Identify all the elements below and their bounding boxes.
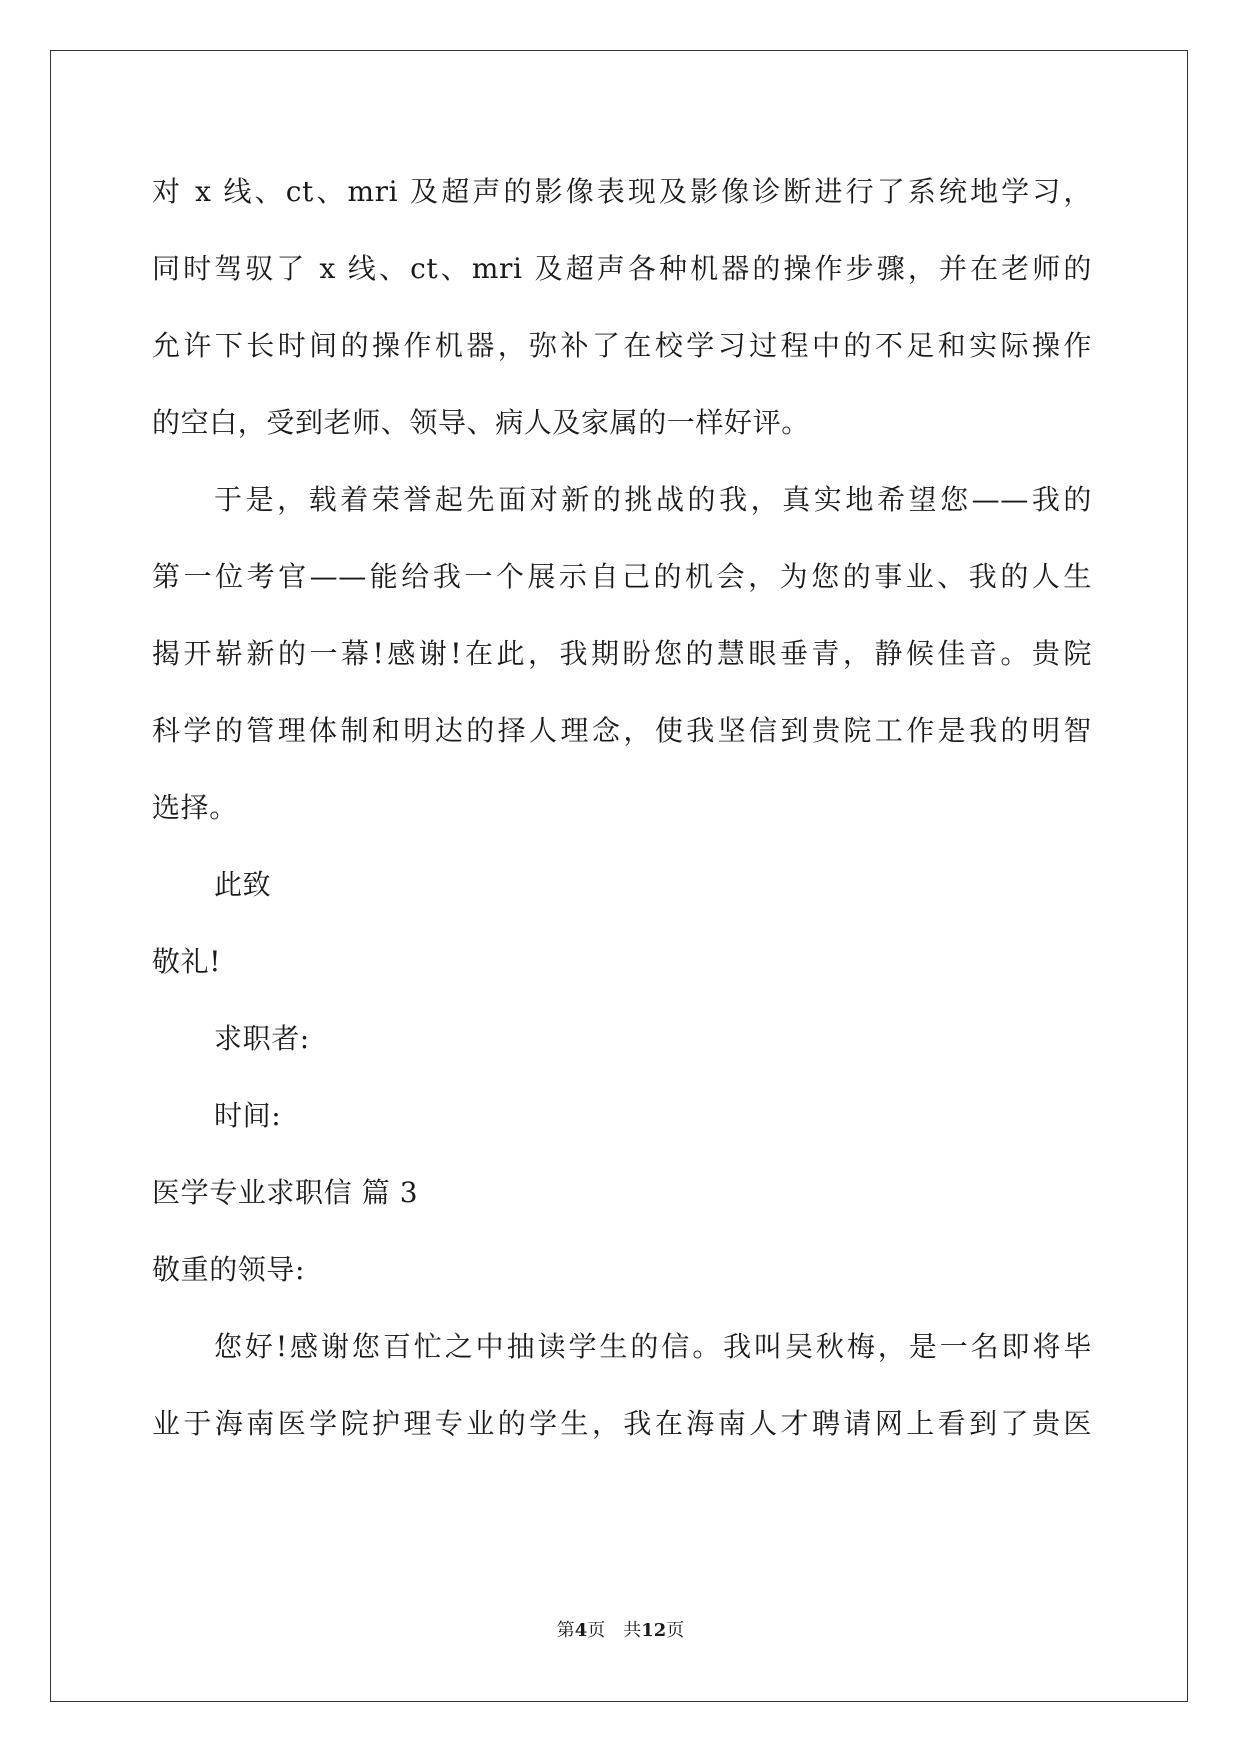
text-line-6: 第一位考官——能给我一个展示自己的机会，为您的事业、我的人生 xyxy=(152,560,1092,593)
text-line-1: 对 x 线、ct、mri 及超声的影像表现及影像诊断进行了系统地学习， xyxy=(152,175,1092,208)
text-line-8: 科学的管理体制和明达的择人理念，使我坚信到贵院工作是我的明智 xyxy=(152,714,1092,747)
greeting: 敬重的领导: xyxy=(152,1253,306,1286)
text-line-2: 同时驾驭了 x 线、ct、mri 及超声各种机器的操作步骤，并在老师的 xyxy=(152,252,1092,285)
footer-suffix: 页 xyxy=(666,1620,685,1641)
text-line-16: 您好!感谢您百忙之中抽读学生的信。我叫吴秋梅，是一名即将毕 xyxy=(214,1330,1092,1363)
text-line-17: 业于海南医学院护理专业的学生，我在海南人才聘请网上看到了贵医 xyxy=(152,1407,1092,1440)
text-line-9: 选择。 xyxy=(152,791,238,824)
text-line-7: 揭开崭新的一幕!感谢!在此，我期盼您的慧眼垂青，静候佳音。贵院 xyxy=(152,637,1092,670)
text-line-4: 的空白，受到老师、领导、病人及家属的一样好评。 xyxy=(152,406,810,439)
footer-prefix: 第 xyxy=(556,1620,575,1641)
text-line-5: 于是，载着荣誉起先面对新的挑战的我，真实地希望您——我的 xyxy=(214,483,1092,516)
closing-respect: 敬礼! xyxy=(152,945,222,978)
applicant-label: 求职者: xyxy=(214,1022,310,1055)
document-body xyxy=(152,153,1092,1462)
section-heading: 医学专业求职信 篇 3 xyxy=(152,1176,419,1209)
date-label: 时间: xyxy=(214,1099,282,1132)
page-footer xyxy=(0,1616,1241,1642)
page-number: 4 xyxy=(574,1620,588,1641)
footer-mid: 页 共 xyxy=(587,1620,642,1641)
text-line-3: 允许下长时间的操作机器，弥补了在校学习过程中的不足和实际操作 xyxy=(152,329,1092,362)
closing-salutation: 此致 xyxy=(214,868,272,901)
total-pages: 12 xyxy=(641,1620,667,1641)
